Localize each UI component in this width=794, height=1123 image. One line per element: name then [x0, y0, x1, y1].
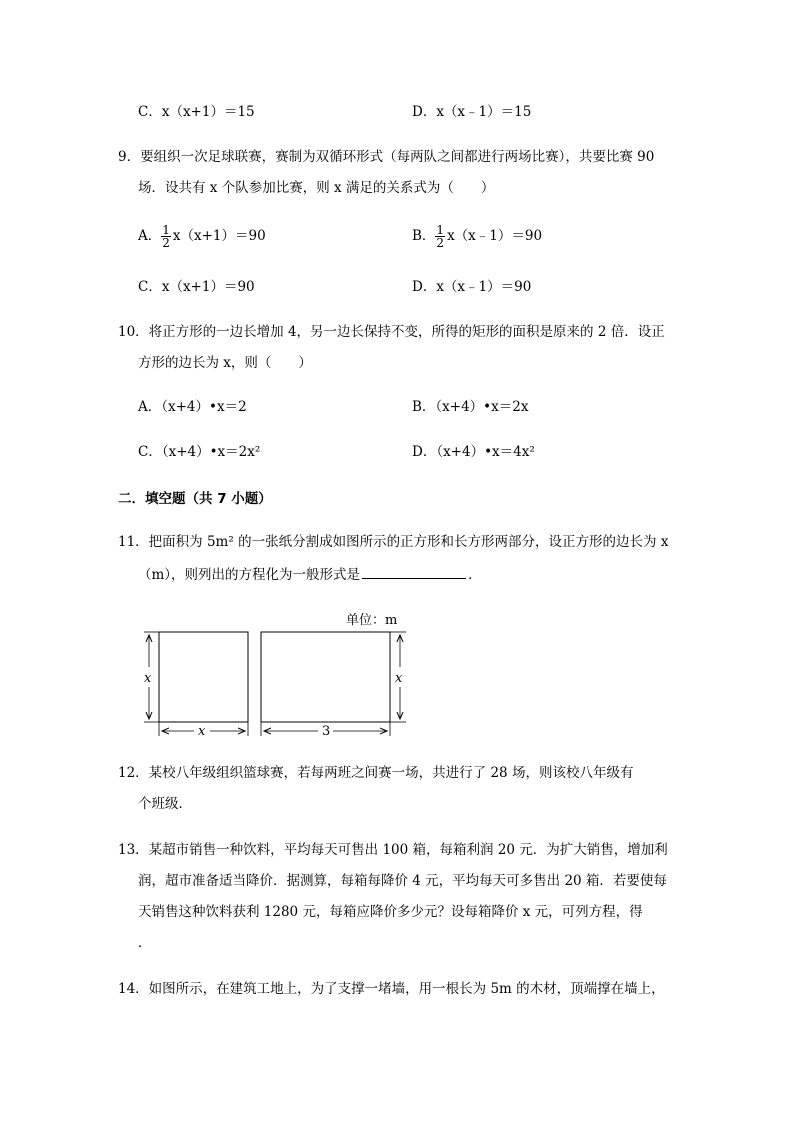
q10-stem-line1: 10．将正方形的一边长增加 4，另一边长保持不变，所得的矩形的面积是原来的 2 倍．设正 — [118, 324, 665, 340]
q9-option-d: D．x（x﹣1）＝90 — [412, 279, 532, 295]
fraction-numerator: 1 — [436, 223, 445, 237]
fraction-one-half — [435, 224, 445, 249]
q10-option-a: A．（x+4）•x＝2 — [138, 399, 247, 415]
q11-stem-line1: 11．把面积为 5m² 的一张纸分割成如图所示的正方形和长方形两部分，设正方形的边长为 x — [118, 534, 669, 550]
q14-stem-line1: 14．如图所示，在建筑工地上，为了支撑一堵墙，用一根长为 5m 的木材，顶端撑在墙上， — [118, 981, 665, 997]
q11-figure — [130, 605, 420, 745]
q10-option-c: C．（x+4）•x＝2x² — [138, 444, 261, 460]
q13-stem-line4: ． — [138, 935, 152, 951]
q8-option-c: C．x（x+1）＝15 — [138, 104, 255, 120]
q9-option-b-expr: x（x﹣1）＝90 — [447, 228, 543, 244]
fraction-numerator: 1 — [162, 223, 170, 237]
q9-option-a — [138, 224, 266, 249]
q9-option-a-expr: x（x+1）＝90 — [172, 228, 266, 244]
right-side-label: x — [395, 671, 403, 686]
q9-stem-line2: 场．设共有 x 个队参加比赛，则 x 满足的关系式为（ ） — [138, 180, 495, 196]
q13-stem-line2: 润，超市准备适当降价．据测算，每箱每降价 4 元，平均每天可多售出 20 箱．若要使每 — [138, 873, 667, 889]
q9-option-b-label: B． — [412, 228, 436, 244]
q13-stem-line3: 天销售这种饮料获利 1280 元，每箱应降价多少元？设每箱降价 x 元，可列方程，得 — [138, 904, 643, 920]
q12-stem-line2: 个班级． — [138, 796, 192, 812]
q8-option-d: D．x（x﹣1）＝15 — [412, 104, 532, 120]
q9-option-a-label: A． — [138, 228, 162, 244]
fraction-one-half — [161, 224, 171, 249]
fraction-denominator: 2 — [436, 236, 445, 250]
q10-option-b: B．（x+4）•x＝2x — [412, 399, 529, 415]
square-shape — [159, 632, 248, 722]
q11-stem-line2 — [138, 564, 482, 585]
q9-option-c: C．x（x+1）＝90 — [138, 279, 255, 295]
bottom-right-label: 3 — [322, 724, 331, 739]
left-side-label: x — [144, 671, 152, 686]
q12-stem-line1: 12．某校八年级组织篮球赛，若每两班之间赛一场，共进行了 28 场，则该校八年级有 — [118, 765, 634, 781]
q10-option-d: D．（x+4）•x＝4x² — [412, 444, 535, 460]
section-heading-fill-in: 二．填空题（共 7 小题） — [118, 491, 272, 507]
q9-stem-line1: 9．要组织一次足球联赛，赛制为双循环形式（每两队之间都进行两场比赛），共要比赛 90 — [118, 149, 655, 165]
q10-stem-line2: 方形的边长为 x，则（ ） — [138, 355, 312, 371]
q9-option-b — [412, 224, 542, 249]
bottom-left-label: x — [198, 724, 206, 739]
fraction-denominator: 2 — [162, 236, 170, 250]
answer-blank — [362, 564, 466, 579]
q11-stem-line2-end: ． — [468, 567, 482, 583]
rectangle-shape — [261, 632, 390, 722]
q13-stem-line1: 13．某超市销售一种饮料，平均每天可售出 100 箱，每箱利润 20 元．为扩大销售，增加利 — [118, 842, 668, 858]
q11-stem-line2-text: （m），则列出的方程化为一般形式是 — [138, 567, 361, 583]
unit-label: 单位：m — [346, 613, 398, 628]
